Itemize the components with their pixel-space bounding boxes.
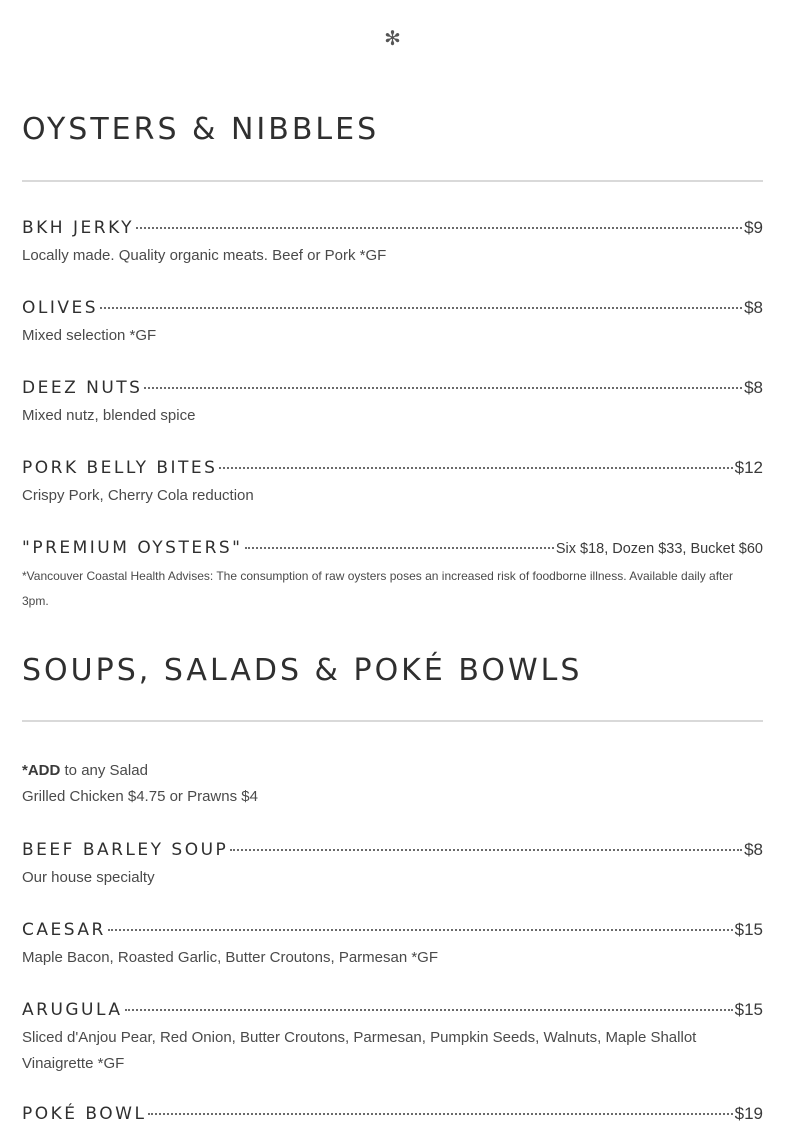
section-title-oysters-nibbles: OYSTERS & NIBBLES [22,112,380,147]
section-title-soups-salads-poke: SOUPS, SALADS & POKÉ BOWLS [22,653,583,688]
menu-item-pork-belly-bites [22,458,763,509]
menu-item-deez-nuts [22,378,763,429]
item-name: CAESAR [22,920,106,940]
item-price: $8 [744,378,763,397]
item-price: $15 [734,920,763,939]
item-description: Mixed nutz, blended spice [22,407,196,424]
menu-item-olives [22,298,763,349]
dotted-leader [100,307,742,309]
menu-item-caesar [22,920,763,971]
dotted-leader [230,849,742,851]
menu-item-bkh-jerky [22,218,763,269]
dotted-leader [125,1009,733,1011]
menu-item-premium-oysters [22,538,763,614]
item-price: Six $18, Dozen $33, Bucket $60 [555,541,763,557]
menu-item-poke-bowl [22,1104,763,1128]
dotted-leader [245,547,554,549]
add-text: to any Salad [60,762,148,779]
item-price: $19 [734,1104,763,1123]
add-label: *ADD [22,762,61,779]
menu-item-arugula [22,1000,763,1077]
item-price: $9 [744,218,763,237]
item-description: Maple Bacon, Roasted Garlic, Butter Croutons, Parmesan *GF [22,949,439,966]
item-description: Our house specialty [22,869,155,886]
item-description: Sliced d'Anjou Pear, Red Onion, Butter Croutons, Parmesan, Pumpkin Seeds, Walnuts, Maple Shallot Vinaigrette *GF [22,1029,697,1072]
dotted-leader [108,929,733,931]
item-price: $8 [744,840,763,859]
item-name: PORK BELLY BITES [22,458,218,478]
item-description: Mixed selection *GF [22,327,157,344]
dotted-leader [136,227,742,229]
item-name: OLIVES [22,298,99,318]
item-price: $15 [734,1000,763,1019]
add-on-options: Grilled Chicken $4.75 or Prawns $4 [22,788,258,805]
health-advisory-note: *Vancouver Coastal Health Advises: The consumption of raw oysters poses an increased risk of foodborne illness. Available daily after 3pm. [22,569,734,608]
item-name: POKÉ BOWL [22,1104,147,1124]
item-price: $8 [744,298,763,317]
item-name: ARUGULA [22,1000,123,1020]
ornament-asterisk-icon: ✻ [384,26,401,50]
item-description: Locally made. Quality organic meats. Beef or Pork *GF [22,247,387,264]
section-divider [22,180,763,182]
dotted-leader [144,387,742,389]
section-divider [22,720,763,722]
add-on-line [22,758,763,784]
dotted-leader [148,1113,732,1115]
item-name: BKH JERKY [22,218,134,238]
menu-item-beef-barley-soup [22,840,763,891]
item-name: BEEF BARLEY SOUP [22,840,229,860]
item-name: "PREMIUM OYSTERS" [22,538,243,558]
item-price: $12 [734,458,763,477]
add-on-note [22,758,763,810]
item-name: DEEZ NUTS [22,378,143,398]
dotted-leader [219,467,732,469]
item-description: Crispy Pork, Cherry Cola reduction [22,487,254,504]
